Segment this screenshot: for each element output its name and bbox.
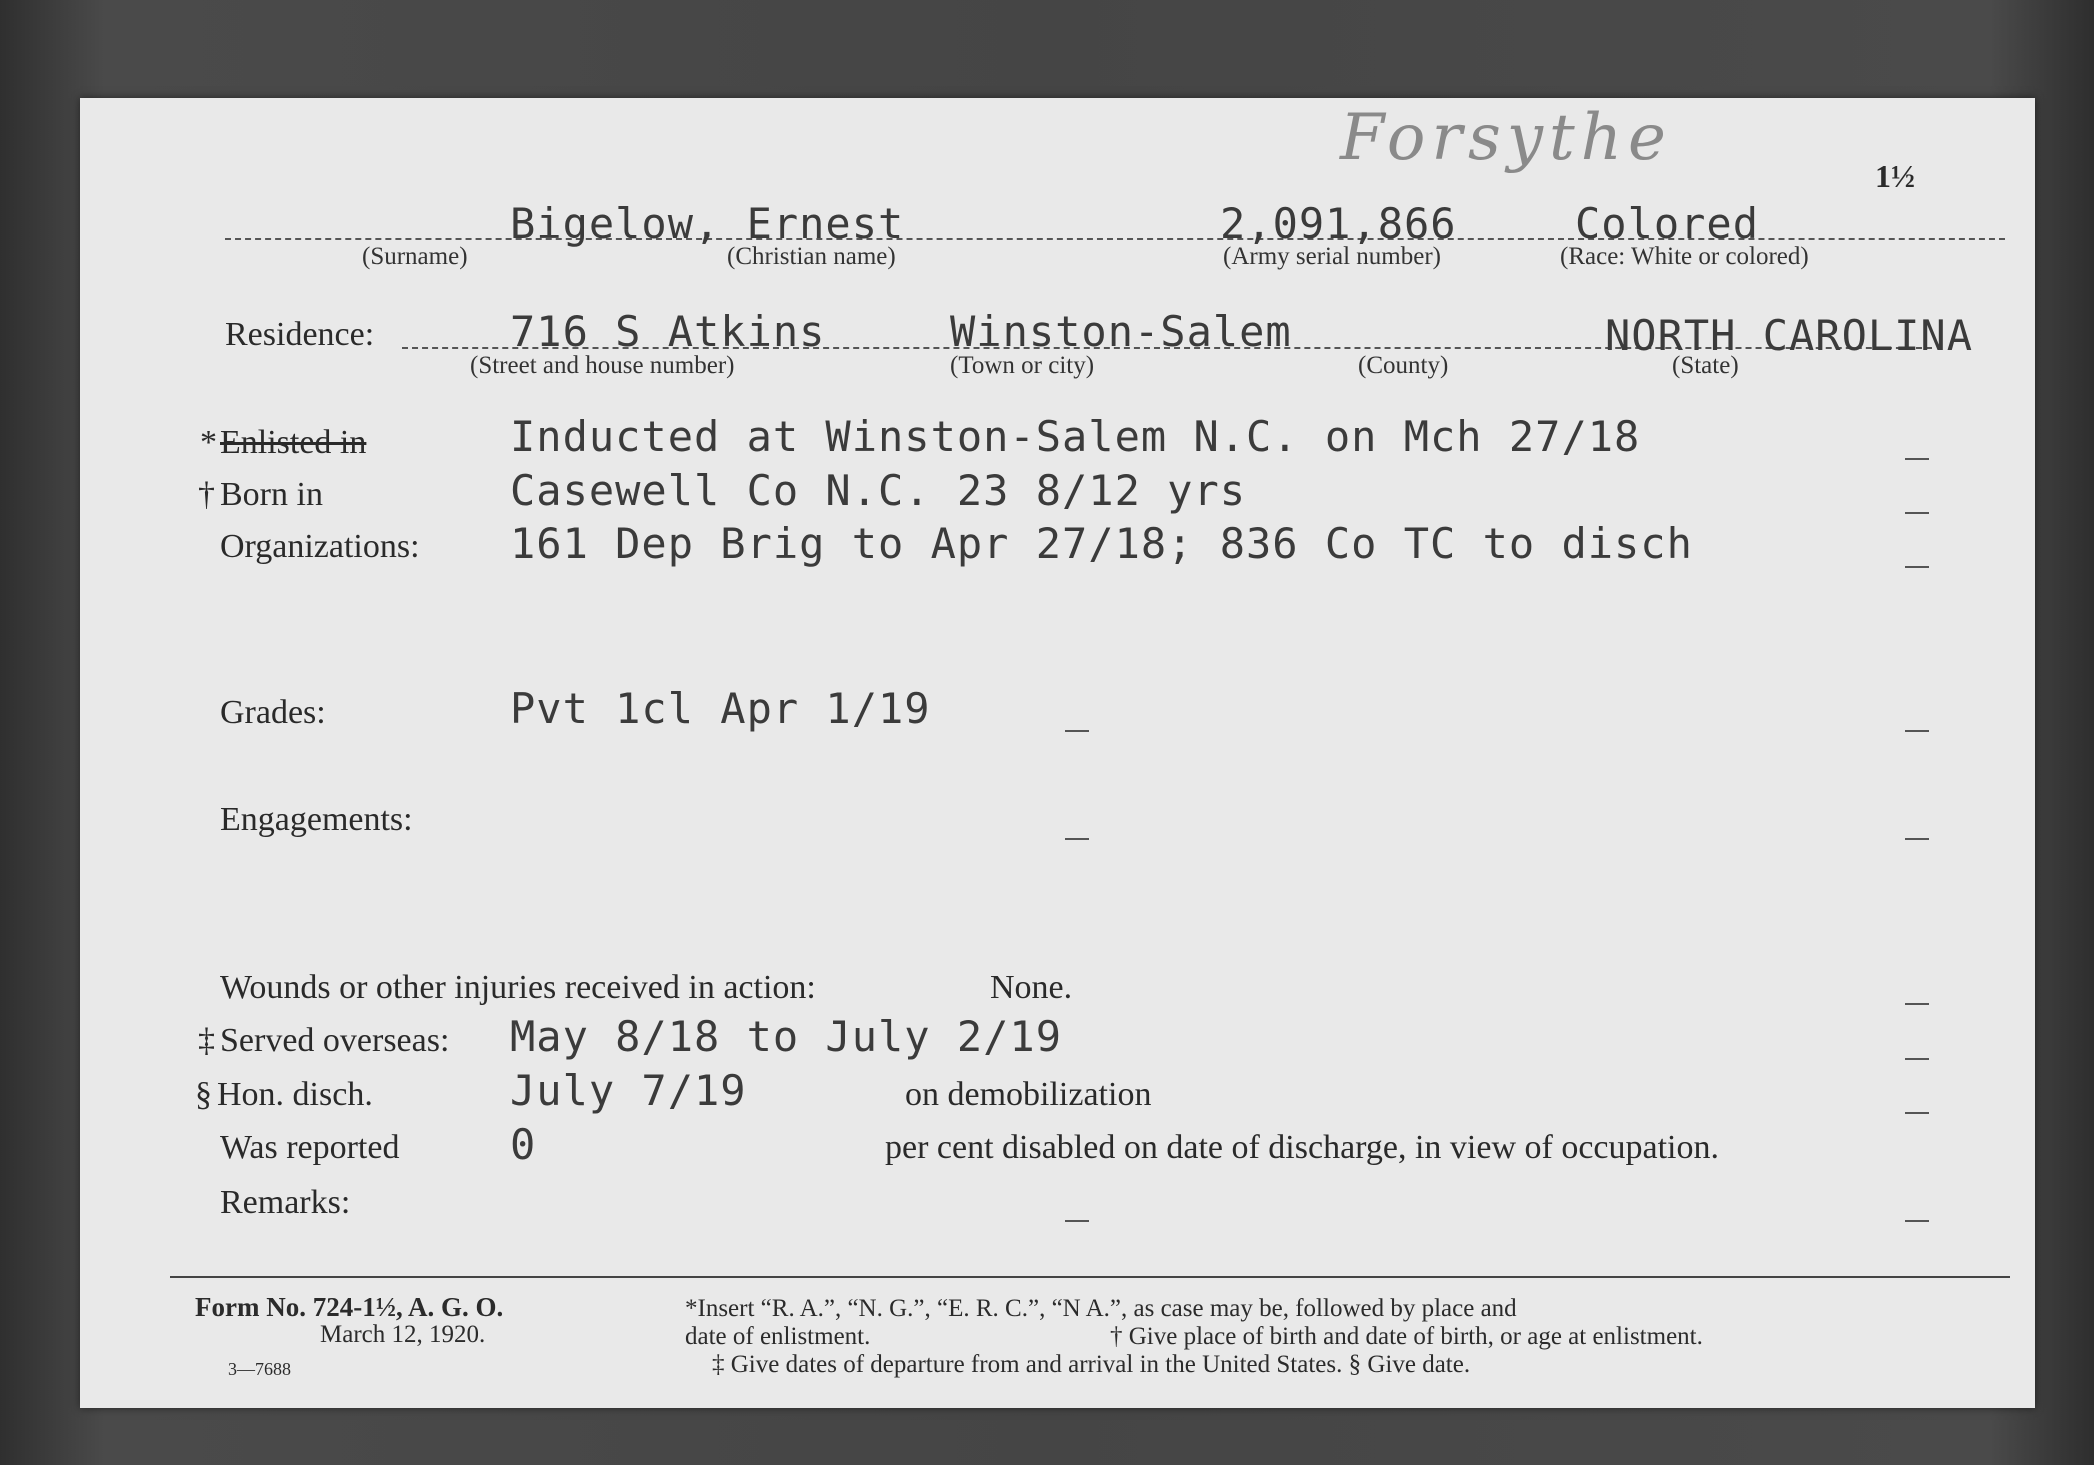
serial-value: 2,091,866 [1220,199,1457,248]
dash [1905,512,1929,514]
dash [1905,1003,1929,1005]
christian-caption: (Christian name) [727,243,896,270]
card-number: 1½ [1875,158,1915,194]
surname-caption: (Surname) [362,243,468,270]
county-caption: (County) [1358,352,1449,379]
form-date: March 12, 1920. [320,1321,486,1348]
wounds-value: None. [990,969,1073,1006]
race-value: Colored [1575,199,1760,248]
dash [1905,730,1929,732]
print-number: 3—7688 [228,1359,291,1379]
grades-value: Pvt 1cl Apr 1/19 [510,684,931,733]
dash [1905,838,1929,840]
overseas-label: Served overseas: [220,1022,450,1059]
hon-disch-value: July 7/19 [510,1066,747,1115]
dash [1905,1058,1929,1060]
dash [1905,1220,1929,1222]
born-mark: † [198,476,215,513]
engagements-label: Engagements: [220,801,413,838]
residence-town: Winston-Salem [950,307,1292,356]
dash [1065,838,1089,840]
form-number: Form No. 724-1½, A. G. O. [195,1292,504,1322]
hon-disch-mark: § [195,1076,212,1113]
footer-rule [170,1276,2010,1278]
enlisted-value: Inducted at Winston-Salem N.C. on Mch 27/18 [510,412,1641,461]
overseas-mark: ‡ [198,1022,215,1059]
dash [1065,730,1089,732]
residence-label: Residence: [225,316,375,353]
overseas-value: May 8/18 to July 2/19 [510,1012,1063,1061]
dash [1065,1220,1089,1222]
born-label: Born in [220,476,323,513]
hon-disch-label: Hon. disch. [217,1076,373,1113]
footnote-2b: † Give place of birth and date of birth, or age at enlistment. [1110,1323,1703,1350]
enlisted-mark: * [200,424,217,461]
name-value: Bigelow, Ernest [510,199,905,248]
dash [1905,458,1929,460]
dash [1905,566,1929,568]
organizations-value: 161 Dep Brig to Apr 27/18; 836 Co TC to disch [510,519,1693,568]
reported-label: Was reported [220,1129,400,1166]
town-caption: (Town or city) [950,352,1095,379]
dash [1905,1112,1929,1114]
footnote-2a: date of enlistment. [685,1323,871,1350]
reported-value: 0 [510,1120,537,1169]
enlisted-label: Enlisted in [220,424,367,461]
hon-disch-note: on demobilization [905,1076,1152,1113]
reported-note: per cent disabled on date of discharge, in view of occupation. [885,1129,1719,1166]
handwritten-county: Forsythe [1340,101,1672,175]
serial-caption: (Army serial number) [1223,243,1441,270]
residence-street: 716 S Atkins [510,307,826,356]
residence-state: NORTH CAROLINA [1605,311,1974,360]
state-caption: (State) [1672,352,1739,379]
footnote-3: ‡ Give dates of departure from and arrival in the United States. § Give date. [712,1351,1471,1378]
street-caption: (Street and house number) [470,352,735,379]
race-caption: (Race: White or colored) [1560,243,1809,270]
service-record-card [80,98,2035,1408]
grades-label: Grades: [220,694,326,731]
footnote-1: *Insert “R. A.”, “N. G.”, “E. R. C.”, “N A.”, as case may be, followed by place and [685,1295,1517,1322]
born-value: Casewell Co N.C. 23 8/12 yrs [510,466,1247,515]
organizations-label: Organizations: [220,528,420,565]
wounds-label: Wounds or other injuries received in action: [220,969,816,1006]
remarks-label: Remarks: [220,1184,351,1221]
